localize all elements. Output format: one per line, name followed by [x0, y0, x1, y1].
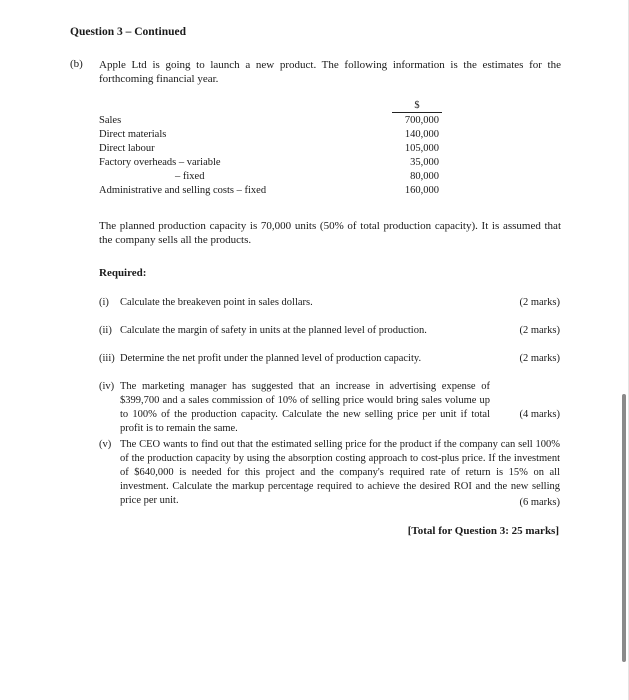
question-item: [99, 352, 560, 366]
question-text: The marketing manager has suggested that an increase in advertising expense of $399,700 and a sales commission of 10% of selling price would bring sales volume up to 100% of the production capacity. Calculate the new selling price per unit if total profit is to remain the same.: [120, 381, 490, 434]
table-row: [99, 129, 439, 143]
question-text: Determine the net profit under the planned level of production capacity.: [120, 353, 422, 364]
question-number: (iii): [99, 353, 115, 364]
row-value: 105,000: [404, 143, 439, 154]
total-marks: [Total for Question 3: 25 marks]: [407, 525, 559, 537]
capacity-note: The planned production capacity is 70,000 units (50% of total production capacity). It is assumed that the company sells all the products.: [99, 220, 561, 246]
row-label: Administrative and selling costs – fixed: [99, 185, 267, 196]
row-value: 140,000: [404, 129, 439, 140]
question-marks: (2 marks): [519, 325, 560, 336]
table-row: [99, 115, 439, 129]
question-marks: (2 marks): [519, 297, 560, 308]
question-item: [99, 380, 560, 434]
question-item: [99, 438, 560, 508]
row-value: 700,000: [404, 115, 439, 126]
table-row: [99, 157, 439, 171]
question-number: (v): [99, 439, 112, 450]
question-marks: (2 marks): [519, 353, 560, 364]
question-heading: Question 3 – Continued: [70, 26, 186, 38]
row-label: Direct materials: [99, 129, 167, 140]
row-value: 160,000: [404, 185, 439, 196]
intro-paragraph: Apple Ltd is going to launch a new product. The following information is the estimates for the forthcoming financial year.: [99, 59, 561, 85]
table-row: [99, 143, 439, 157]
row-label: Factory overheads – variable: [99, 157, 221, 168]
row-label: Sales: [99, 115, 122, 126]
table-row: [99, 185, 439, 199]
row-value: 80,000: [410, 171, 439, 182]
row-label: Direct labour: [99, 143, 155, 154]
row-value: 35,000: [410, 157, 439, 168]
row-label: – fixed: [175, 171, 205, 182]
question-text: Calculate the margin of safety in units at the planned level of production.: [120, 325, 427, 336]
vertical-scrollbar[interactable]: [622, 394, 626, 662]
question-marks: (4 marks): [519, 409, 560, 420]
currency-header: $: [392, 100, 442, 113]
question-marks: (6 marks): [519, 497, 560, 508]
question-item: [99, 296, 560, 310]
required-label: Required:: [99, 267, 147, 279]
question-item: [99, 324, 560, 338]
question-number: (i): [99, 297, 109, 308]
question-text: The CEO wants to find out that the estimated selling price for the product if the company can sell 100% of the production capacity by using the absorption costing approach to cost-plus price. If the investment of $640,000 is needed for this project and the company's required rate of return is 15% on all investment. Calculate the markup percentage required to achieve the desired ROI and the new selling price per unit.: [120, 439, 560, 506]
question-number: (iv): [99, 381, 115, 392]
table-row: [99, 171, 439, 185]
question-text: Calculate the breakeven point in sales dollars.: [120, 297, 313, 308]
part-label: (b): [70, 58, 83, 70]
question-number: (ii): [99, 325, 112, 336]
